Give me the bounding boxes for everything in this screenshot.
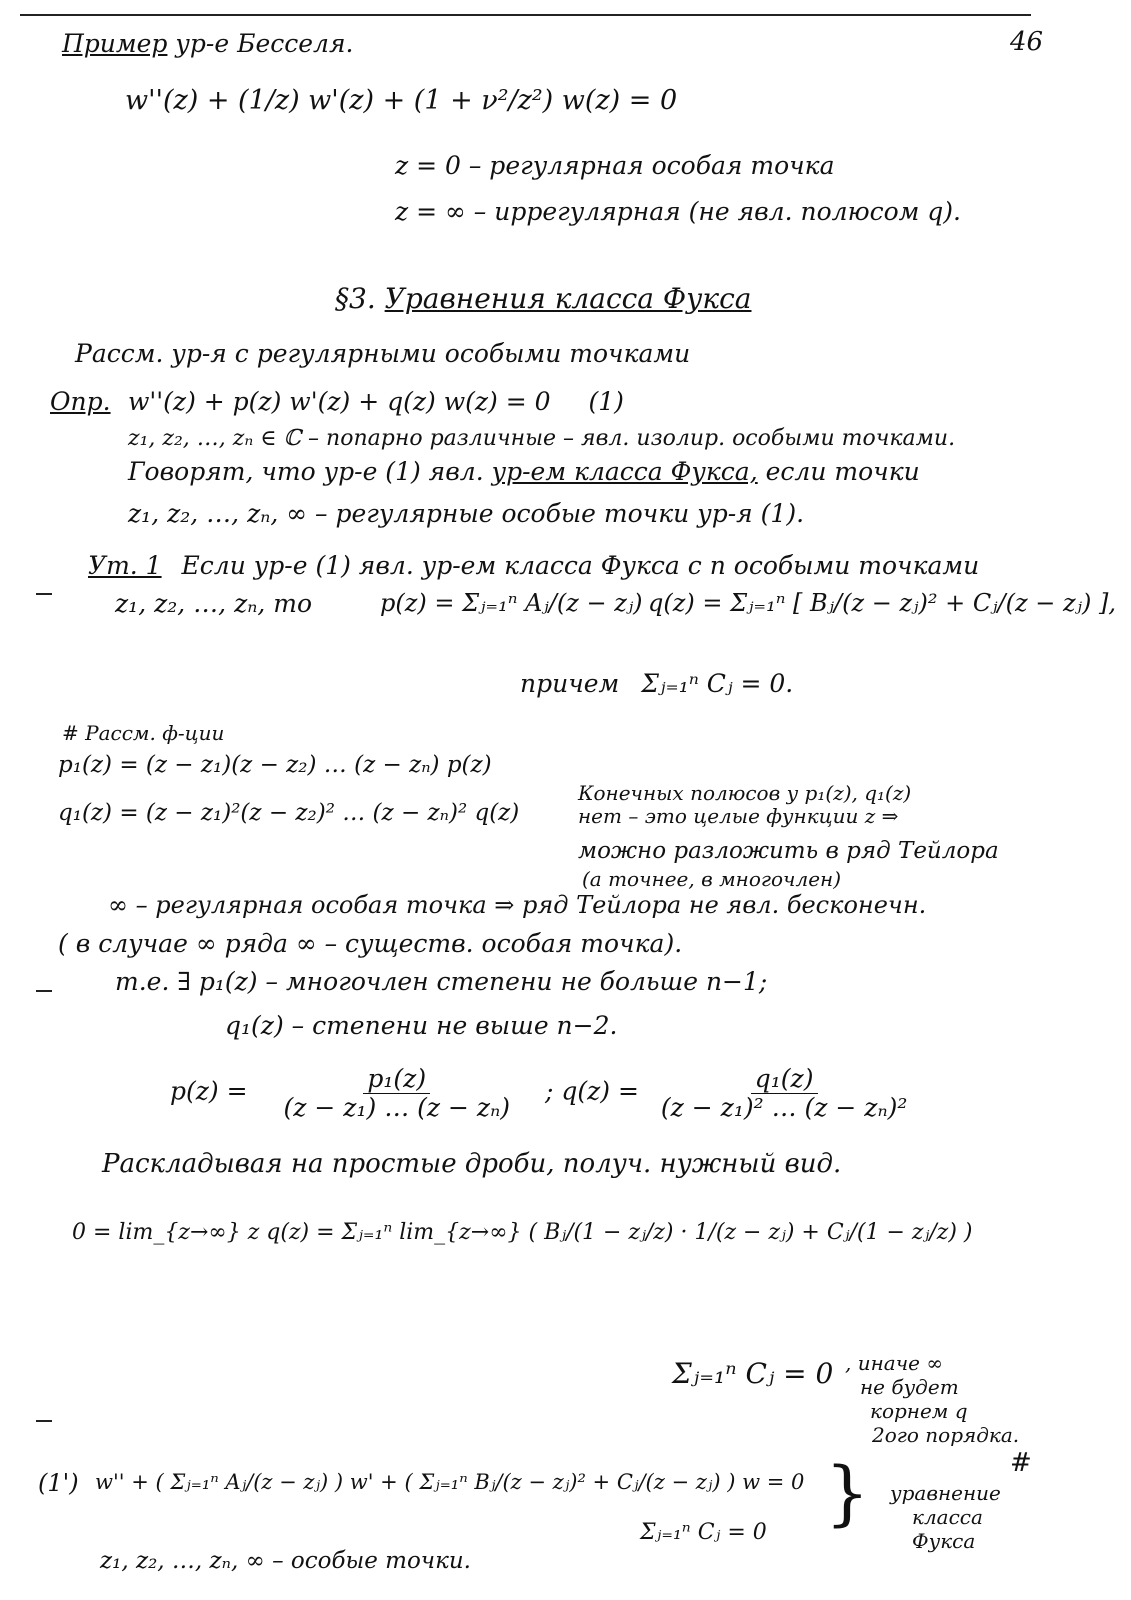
margin-dash-2: [36, 990, 52, 992]
q-fraction-row: [545, 1065, 914, 1121]
margin-dash-3: [36, 1420, 52, 1422]
decompose-line: Раскладывая на простые дроби, получ. нужный вид.: [102, 1149, 842, 1179]
proof-consider: # Рассм. ф-ции: [62, 721, 225, 745]
note-line-4: (а точнее, в многочлен): [582, 867, 842, 891]
infinity-line-2: ( в случае ∞ ряда ∞ – существ. особая точка).: [58, 929, 683, 958]
statement-condition: [520, 670, 793, 699]
page-number: 46: [1010, 27, 1044, 57]
p-fraction-row: [170, 1065, 517, 1121]
statement-line-1: [88, 552, 979, 581]
q-fraction-denominator: (z − z₁)² … (z − zₙ)²: [660, 1092, 908, 1122]
definition-line-4: z₁, z₂, …, zₙ, ∞ – регулярные особые точки ур-я (1).: [128, 499, 805, 528]
fuchs-general-equation: [128, 388, 624, 417]
result-note-3: корнем q: [870, 1399, 968, 1423]
definition-line-3: [128, 458, 920, 487]
definition-row: [50, 388, 111, 417]
definition-label: Опр.: [50, 387, 111, 416]
p-fraction-lhs: p(z) =: [170, 1076, 248, 1106]
note-line-3: можно разложить в ряд Тейлора: [578, 838, 999, 864]
infinity-line-1: ∞ – регулярная особая точка ⇒ ряд Тейлора не явл. бесконечн.: [108, 891, 927, 919]
equation-1: w''(z) + p(z) w'(z) + q(z) w(z) = 0: [128, 387, 551, 416]
q-fraction: [657, 1065, 911, 1121]
irregular-point-line: z = ∞ – иррегулярная (не явл. полюсом q).: [395, 197, 962, 226]
limit-line: 0 = lim_{z→∞} z q(z) = Σⱼ₌₁ⁿ lim_{z→∞} ( Bⱼ/(1 − zⱼ/z) · 1/(z − zⱼ) + Cⱼ/(1 − zⱼ/z) ): [72, 1220, 973, 1245]
example-header: [62, 30, 353, 59]
example-text: ур-е Бесселя.: [175, 29, 354, 58]
q1-definition: q₁(z) = (z − z₁)²(z − z₂)² … (z − zₙ)² q(z): [58, 800, 520, 826]
fuchs-label-3: Фукса: [912, 1529, 976, 1553]
statement-label: Ут. 1: [88, 551, 162, 580]
margin-dash-1: [36, 593, 52, 595]
condition-pre: причем: [520, 669, 620, 698]
q-fraction-lhs: ; q(z) =: [545, 1076, 639, 1106]
regular-point-line: z = 0 – регулярная особая точка: [395, 151, 835, 180]
final-condition: Σⱼ₌₁ⁿ Cⱼ = 0: [640, 1520, 767, 1545]
top-rule: [20, 14, 1031, 16]
fuchs-class-term: ур-ем класса Фукса,: [491, 457, 758, 486]
definition-points-line: z₁, z₂, …, zₙ ∈ ℂ – попарно различные – явл. изолир. особыми точками.: [128, 426, 956, 451]
example-label: Пример: [62, 29, 168, 58]
q-fraction-numerator: q₁(z): [751, 1065, 818, 1094]
p-fraction-numerator: p₁(z): [363, 1065, 430, 1094]
p-fraction: [280, 1065, 514, 1121]
definition-line3-pre: Говорят, что ур-е (1) явл.: [128, 457, 484, 486]
statement-text: Если ур-е (1) явл. ур-ем класса Фукса с n особыми точками: [181, 551, 980, 580]
p1-definition: p₁(z) = (z − z₁)(z − z₂) … (z − zₙ) p(z): [58, 752, 492, 778]
fuchs-label-1: уравнение: [890, 1481, 1001, 1505]
equation-tag-1: (1): [588, 387, 624, 416]
note-line-1: Конечных полюсов у p₁(z), q₁(z): [578, 781, 912, 805]
section-number: §3.: [335, 282, 376, 315]
final-brace: }: [825, 1452, 870, 1534]
degree-line-2: q₁(z) – степени не выше n−2.: [225, 1011, 618, 1040]
condition-sum: Σⱼ₌₁ⁿ Cⱼ = 0.: [641, 669, 794, 698]
statement-points: z₁, z₂, …, zₙ, то: [115, 589, 313, 618]
result-note-1: , иначе ∞: [845, 1351, 943, 1375]
final-points-line: z₁, z₂, …, zₙ, ∞ – особые точки.: [100, 1548, 471, 1574]
result-note-4: 2ого порядка.: [872, 1423, 1020, 1447]
section-heading: [335, 283, 751, 315]
fuchs-label-2: класса: [912, 1505, 983, 1529]
final-equation-tag: (1'): [38, 1469, 79, 1497]
p-formula: p(z) = Σⱼ₌₁ⁿ Aⱼ/(z − zⱼ): [380, 589, 643, 617]
note-line-2: нет – это целые функции z ⇒: [578, 804, 899, 828]
final-equation: w'' + ( Σⱼ₌₁ⁿ Aⱼ/(z − zⱼ) ) w' + ( Σⱼ₌₁ⁿ Bⱼ/(z − zⱼ)² + Cⱼ/(z − zⱼ) ) w = 0: [95, 1470, 805, 1494]
p-fraction-denominator: (z − z₁) … (z − zₙ): [283, 1092, 510, 1122]
result-note-2: не будет: [860, 1375, 959, 1399]
consider-line: Рассм. ур-я с регулярными особыми точками: [75, 339, 691, 368]
end-of-proof-mark: #: [1010, 1448, 1032, 1478]
definition-line3-post: если точки: [765, 457, 920, 486]
section-title: Уравнения класса Фукса: [384, 282, 752, 315]
result-sum: Σⱼ₌₁ⁿ Cⱼ = 0: [672, 1357, 834, 1390]
degree-line-1: т.е. ∃ p₁(z) – многочлен степени не больше n−1;: [115, 967, 768, 996]
q-formula: q(z) = Σⱼ₌₁ⁿ [ Bⱼ/(z − zⱼ)² + Cⱼ/(z − zⱼ) ],: [648, 589, 1116, 617]
bessel-equation: w''(z) + (1/z) w'(z) + (1 + ν²/z²) w(z) = 0: [125, 85, 678, 116]
